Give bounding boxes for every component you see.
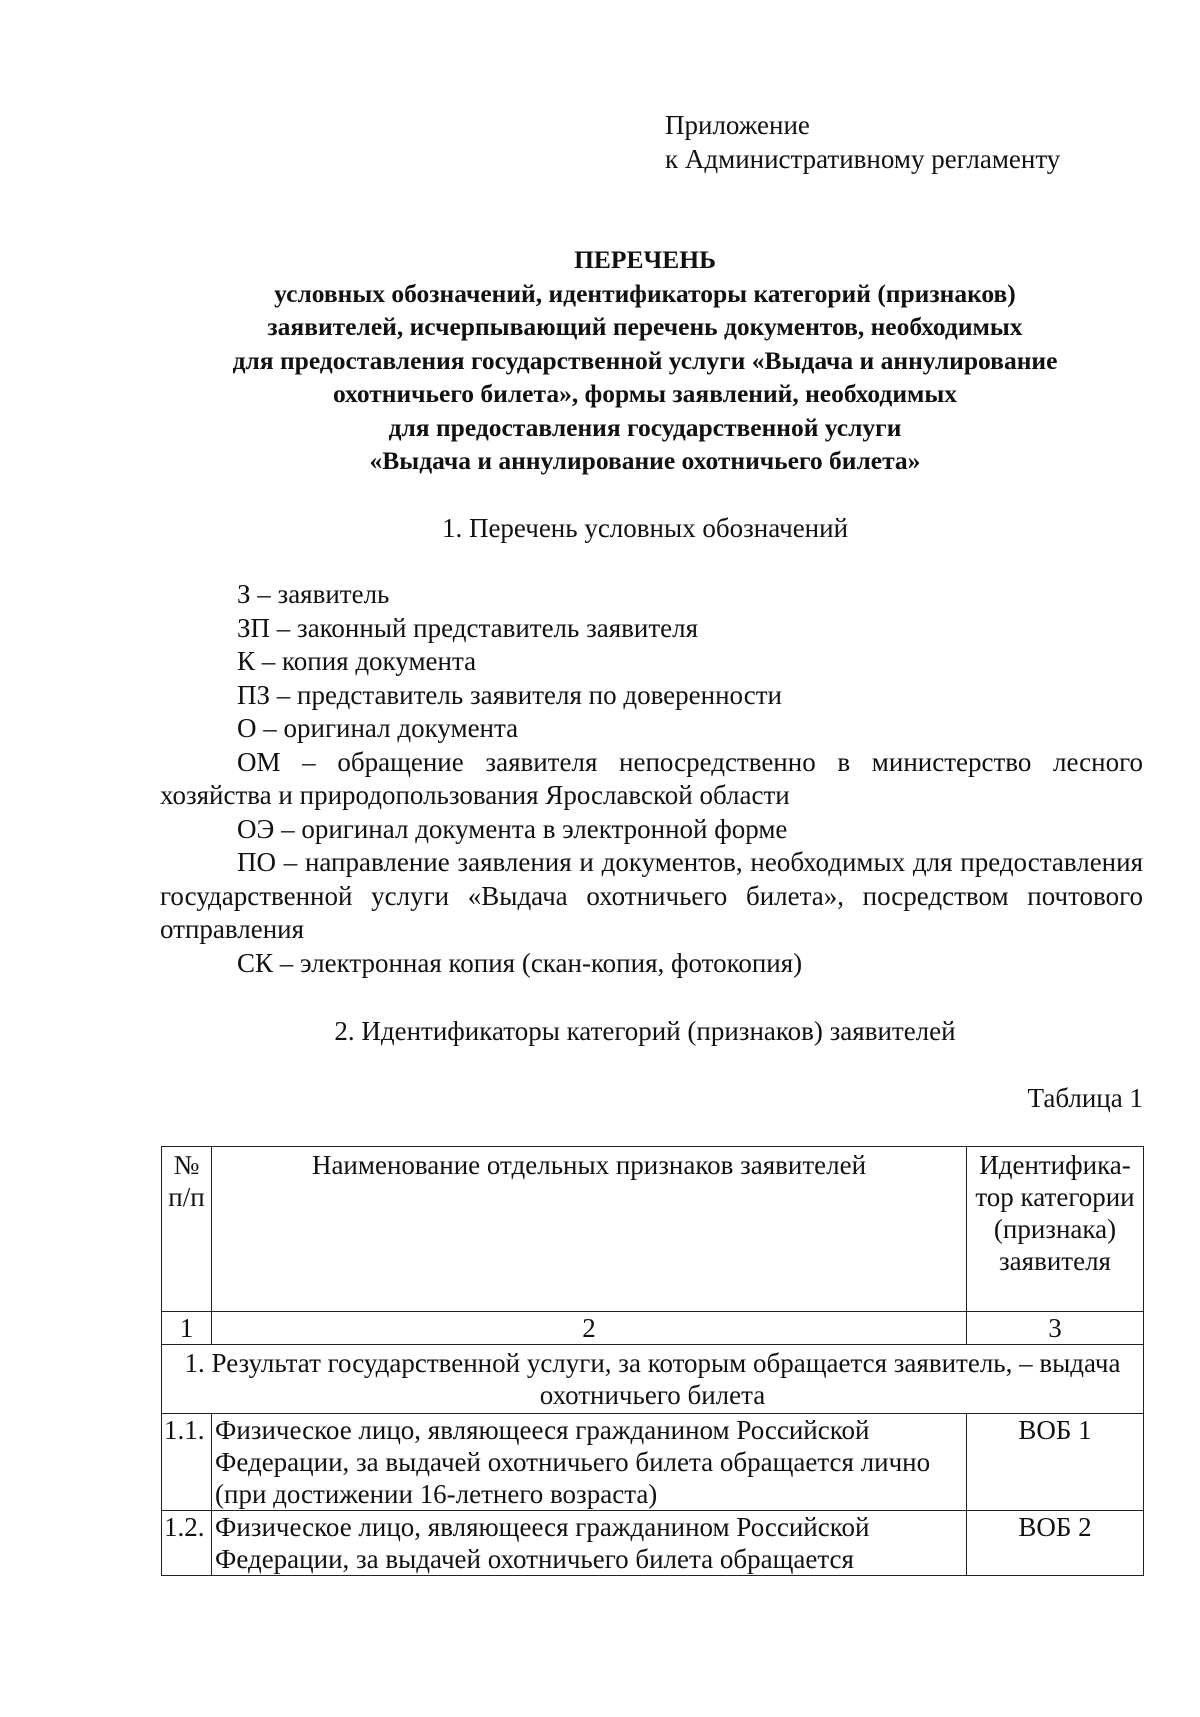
abbreviations-list bbox=[160, 578, 1143, 980]
title-heading: ПЕРЕЧЕНЬ bbox=[574, 245, 716, 274]
document-title bbox=[140, 243, 1150, 478]
table-row bbox=[162, 1414, 1144, 1511]
title-line: для предоставления государственной услуги bbox=[388, 412, 902, 442]
abbreviation-item: ПО – направление заявления и документов, необходимых для предоставления государственной услуги «Выдача охотничьего билета», посредством почтового отправления bbox=[160, 847, 1143, 944]
title-line: для предоставления государственной услуги «Выдача и аннулирование bbox=[232, 345, 1058, 375]
abbreviation-item: ОМ – обращение заявителя непосредственно в министерство лесного хозяйства и природопользования Ярославской области bbox=[160, 746, 1143, 810]
header-name: Наименование отдельных признаков заявителей bbox=[212, 1147, 967, 1312]
row-id: ВОБ 2 bbox=[967, 1511, 1144, 1576]
row-name: Физическое лицо, являющееся гражданином Российской Федерации, за выдачей охотничьего билета обращается лично (при достижении 16-летнего возраста) bbox=[212, 1414, 967, 1511]
title-line: условных обозначений, идентификаторы категорий (признаков) bbox=[274, 278, 1016, 308]
abbreviation-item: З – заявитель bbox=[237, 579, 390, 609]
row-num: 1.1. bbox=[162, 1414, 212, 1511]
table-header-row bbox=[162, 1147, 1144, 1312]
section-1-heading: 1. Перечень условных обозначений bbox=[441, 513, 849, 543]
table-col-numbers-row bbox=[162, 1312, 1144, 1345]
abbreviation-item: ОЭ – оригинал документа в электронной форме bbox=[237, 813, 788, 844]
header-id: Идентифика-тор категории (признака) заявителя bbox=[967, 1147, 1144, 1312]
col-number: 1 bbox=[162, 1312, 212, 1345]
appendix-note bbox=[665, 108, 1060, 176]
applicant-categories-table bbox=[161, 1146, 1144, 1576]
abbreviation-item: СК – электронная копия (скан-копия, фотокопия) bbox=[237, 947, 803, 978]
abbreviation-item: О – оригинал документа bbox=[237, 713, 519, 743]
group-title: 1. Результат государственной услуги, за которым обращается заявитель, – выдача охотничьего билета bbox=[162, 1345, 1144, 1414]
table-label: Таблица 1 bbox=[1027, 1083, 1143, 1113]
col-number: 2 bbox=[212, 1312, 967, 1345]
abbreviation-item: ПЗ – представитель заявителя по доверенности bbox=[237, 679, 782, 710]
row-num: 1.2. bbox=[162, 1511, 212, 1576]
abbreviation-item: ЗП – законный представитель заявителя bbox=[237, 612, 699, 643]
section-2-heading: 2. Идентификаторы категорий (признаков) заявителей bbox=[334, 1016, 956, 1046]
appendix-line-2: к Административному регламенту bbox=[665, 144, 1061, 174]
title-line: заявителей, исчерпывающий перечень документов, необходимых bbox=[267, 312, 1023, 341]
table-row bbox=[162, 1511, 1144, 1576]
appendix-line-1: Приложение bbox=[665, 110, 810, 140]
header-num: № п/п bbox=[162, 1147, 212, 1312]
title-line: охотничьего билета», формы заявлений, необходимых bbox=[332, 379, 958, 408]
row-name: Физическое лицо, являющееся гражданином Российской Федерации, за выдачей охотничьего билета обращается bbox=[212, 1511, 967, 1576]
table-group-row bbox=[162, 1345, 1144, 1414]
abbreviation-item: К – копия документа bbox=[237, 646, 477, 676]
title-line: «Выдача и аннулирование охотничьего билета» bbox=[369, 446, 921, 475]
row-id: ВОБ 1 bbox=[967, 1414, 1144, 1511]
col-number: 3 bbox=[967, 1312, 1144, 1345]
